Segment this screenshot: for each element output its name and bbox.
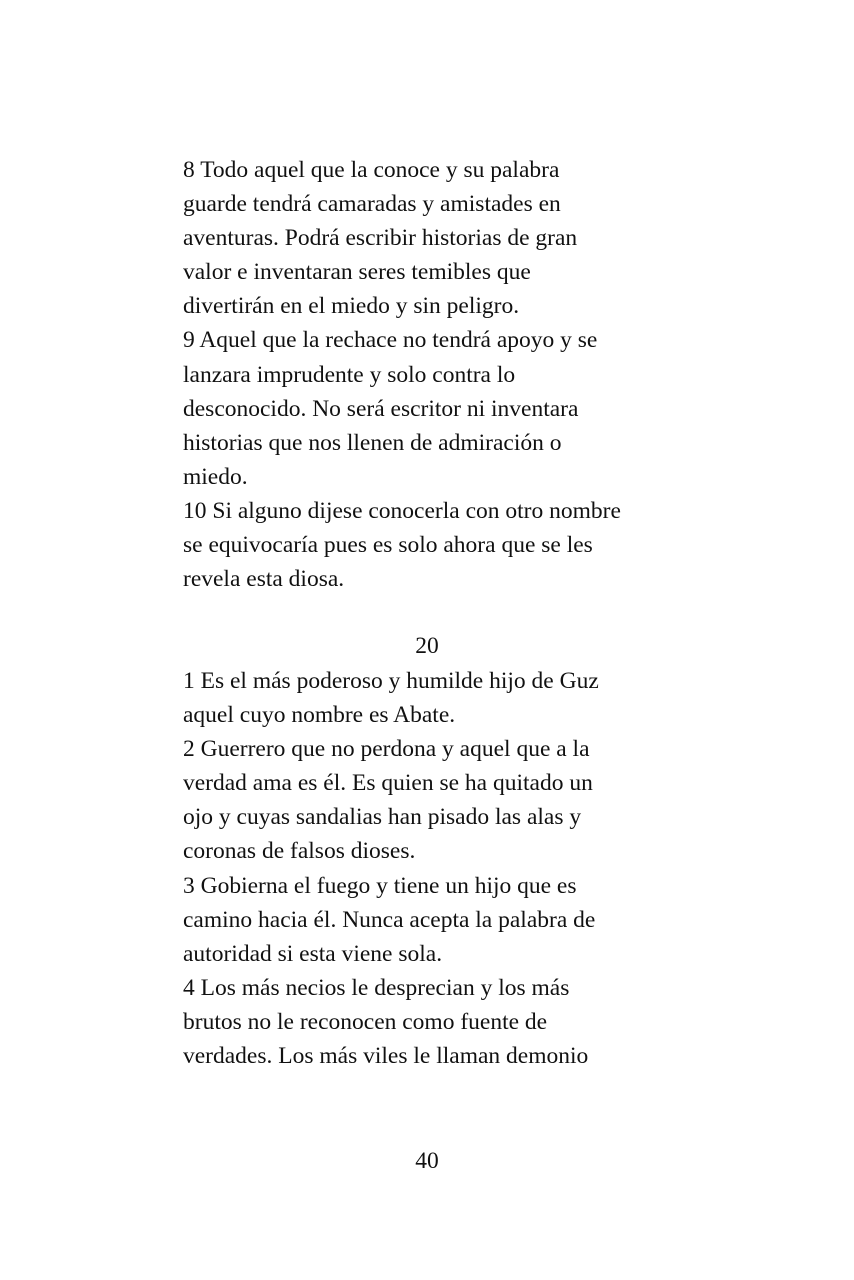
chapter-heading: 20 (415, 633, 439, 659)
text-line: 8 Todo aquel que la conoce y su palabra (183, 157, 560, 183)
text-line: guarde tendrá camaradas y amistades en (183, 191, 561, 218)
text-line: valor e inventaran seres temibles que (183, 259, 531, 286)
text-line: 10 Si alguno dijese conocerla con otro nombre (183, 497, 621, 524)
text-line: se equivocaría pues es solo ahora que se les (183, 532, 593, 559)
text-line: 1 Es el más poderoso y humilde hijo de Guz (183, 668, 599, 694)
text-line: desconocido. No será escritor ni inventara (183, 395, 579, 422)
text-line: 4 Los más necios le desprecian y los más (183, 974, 570, 1001)
text-line: revela esta diosa. (183, 566, 345, 593)
text-line: autoridad si esta viene sola. (183, 940, 443, 967)
text-line: aventuras. Podrá escribir historias de gran (183, 225, 578, 252)
text-line: 3 Gobierna el fuego y tiene un hijo que es (183, 872, 577, 899)
verses-chapter-19 (183, 153, 683, 596)
text-line: coronas de falsos dioses. (183, 838, 416, 865)
page-number: 40 (415, 1148, 439, 1174)
text-line: camino hacia él. Nunca acepta la palabra de (183, 906, 596, 933)
text-line: verdades. Los más viles le llaman demonio (183, 1043, 589, 1070)
text-line: lanzara imprudente y solo contra lo (183, 361, 516, 388)
text-line: brutos no le reconocen como fuente de (183, 1008, 548, 1035)
text-line: 2 Guerrero que no perdona y aquel que a la (183, 736, 590, 763)
text-line: 9 Aquel que la rechace no tendrá apoyo y se (183, 327, 598, 354)
text-line: divertirán en el miedo y sin peligro. (183, 293, 520, 320)
text-line: verdad ama es él. Es quien se ha quitado un (183, 770, 593, 797)
verses-chapter-20 (183, 664, 683, 1073)
text-line: historias que nos llenen de admiración o (183, 429, 562, 456)
text-line: aquel cuyo nombre es Abate. (183, 702, 456, 729)
text-line: ojo y cuyas sandalias han pisado las alas y (183, 804, 582, 831)
text-line: miedo. (183, 463, 248, 490)
